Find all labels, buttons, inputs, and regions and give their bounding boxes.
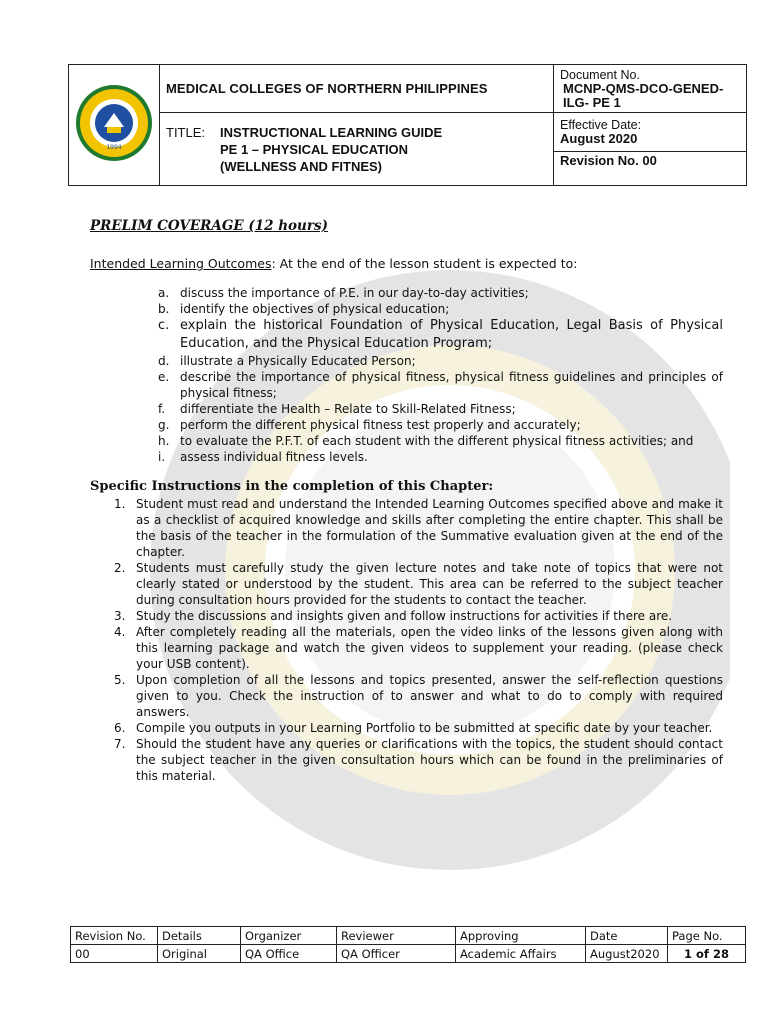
document-number-cell: [554, 65, 747, 113]
ilo-label: Intended Learning Outcomes: [90, 256, 272, 271]
footer-header-cell: Revision No.: [71, 927, 158, 945]
footer-header-cell: Reviewer: [337, 927, 456, 945]
effective-date-cell: [554, 113, 747, 151]
objectives-list: [90, 285, 723, 465]
title-line-3: (WELLNESS AND FITNES): [220, 158, 383, 174]
footer-header-cell: Organizer: [241, 927, 337, 945]
effective-date-value: August 2020: [560, 131, 638, 147]
instructions-list: [90, 496, 723, 784]
title-cell: [160, 113, 554, 186]
list-item: 1. Student must read and understand the Intended Learning Outcomes specified above and make it as a checklist of acquired knowledge and skills after completing the entire chapter. This shall be the basis of the teacher in the formulation of the Summative evaluation given at the end of the chapter.: [114, 497, 723, 559]
title-label: TITLE:: [166, 124, 206, 140]
footer-header-cell: Approving: [456, 927, 586, 945]
footer-value-cell: Academic Affairs: [456, 945, 586, 963]
list-item: c. explain the historical Foundation of Physical Education, Legal Basis of Physical Education, and the Physical Education Program;: [158, 318, 723, 351]
list-item: 6. Compile you outputs in your Learning Portfolio to be submitted at specific date by your teacher.: [114, 721, 713, 735]
prelim-coverage-heading: PRELIM COVERAGE (12 hours): [90, 218, 328, 234]
specific-instructions-heading: Specific Instructions in the completion of this Chapter:: [90, 479, 494, 494]
list-item: 4. After completely reading all the materials, open the video links of the lessons given along with this learning package and watch the given videos to supplement your reading. (please check your USB content).: [114, 625, 723, 671]
list-item: 5. Upon completion of all the lessons and topics presented, answer the self-reflection questions given to you. Check the instruction of to answer and what to do to comply with required answers.: [114, 673, 723, 719]
list-item: f. differentiate the Health – Relate to Skill-Related Fitness;: [158, 402, 516, 416]
list-item: 7. Should the student have any queries or clarifications with the topics, the student should contact the subject teacher in the given consultation hours which can be found in the preliminaries of this material.: [114, 737, 723, 783]
list-item: a. discuss the importance of P.E. in our day-to-day activities;: [158, 286, 529, 300]
list-item: d. illustrate a Physically Educated Person;: [158, 354, 416, 368]
title-line-1: INSTRUCTIONAL LEARNING GUIDE: [220, 124, 443, 140]
document-body: [90, 218, 723, 784]
footer-value-cell: August2020: [586, 945, 668, 963]
logo-cell: [69, 65, 160, 186]
list-item: e. describe the importance of physical fitness, physical fitness guidelines and principles of physical fitness;: [158, 370, 723, 400]
list-item: 2. Students must carefully study the given lecture notes and take note of topics that were not clearly stated or understood by the student. This area can be referred to the subject teacher during consultation hours provided for the students to contact the teacher.: [114, 561, 723, 607]
list-item: 3. Study the discussions and insights given and follow instructions for activities if there are.: [114, 609, 673, 623]
page-number: 1 of 28: [668, 945, 746, 963]
footer-header-cell: Page No.: [668, 927, 746, 945]
footer-value-cell: Original: [158, 945, 241, 963]
list-item: g. perform the different physical fitness test properly and accurately;: [158, 418, 581, 432]
title-line-2: PE 1 – PHYSICAL EDUCATION: [220, 141, 409, 157]
table-row: [71, 945, 746, 963]
intended-learning-outcomes: [90, 256, 723, 271]
footer-header-cell: Date: [586, 927, 668, 945]
footer-value-cell: QA Officer: [337, 945, 456, 963]
document-number-label: Document No.: [560, 67, 640, 82]
list-item: h. to evaluate the P.F.T. of each student with the different physical fitness activities; and: [158, 434, 694, 448]
ilo-text: : At the end of the lesson student is expected to:: [271, 256, 578, 271]
table-header-row: [71, 927, 746, 945]
logo-year: 1994: [106, 143, 122, 151]
revision-number: Revision No. 00: [554, 151, 747, 185]
revision-footer-table: [70, 926, 746, 963]
footer-value-cell: 00: [71, 945, 158, 963]
list-item: i. assess individual fitness levels.: [158, 450, 368, 464]
footer-value-cell: QA Office: [241, 945, 337, 963]
document-number-value: MCNP-QMS-DCO-GENED-ILG- PE 1: [563, 80, 724, 110]
college-logo: [74, 83, 154, 163]
document-header: [68, 64, 747, 186]
institution-name: MEDICAL COLLEGES OF NORTHERN PHILIPPINES: [160, 65, 554, 113]
effective-date-label: Effective Date:: [560, 118, 642, 133]
list-item: b. identify the objectives of physical education;: [158, 302, 450, 316]
footer-header-cell: Details: [158, 927, 241, 945]
